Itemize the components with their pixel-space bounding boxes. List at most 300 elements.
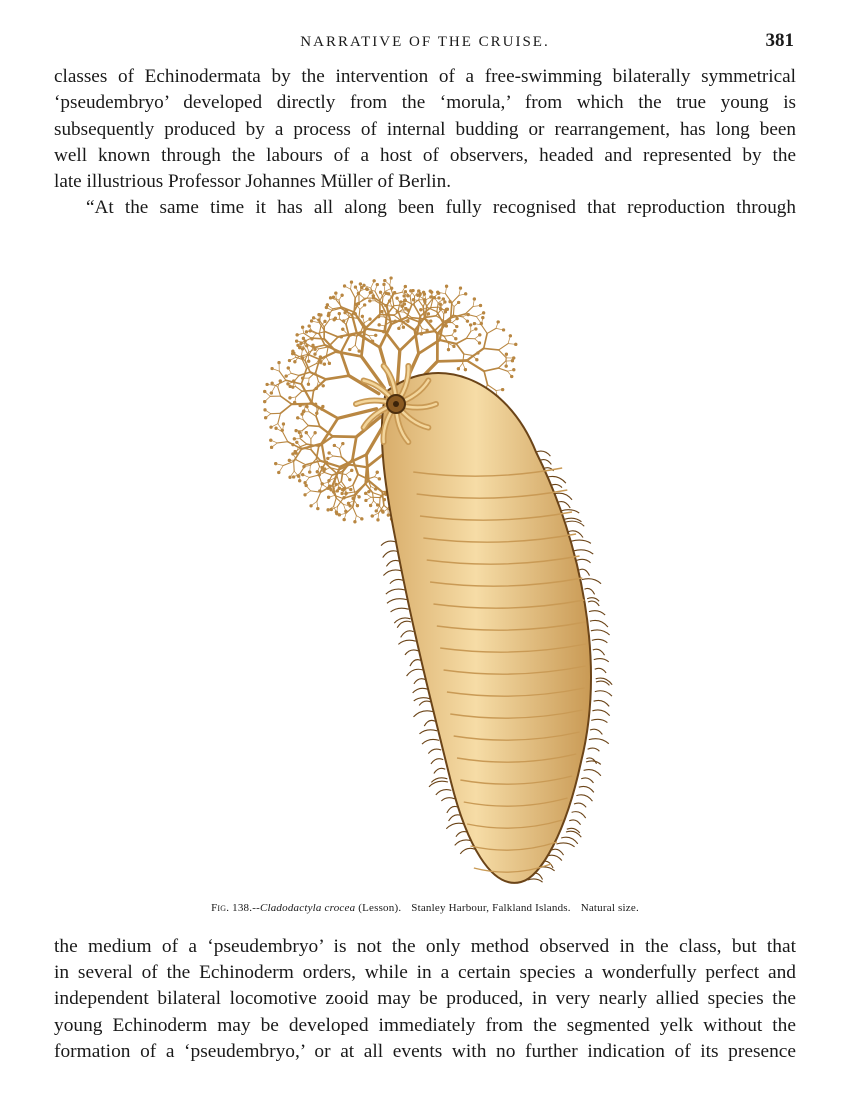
branch-segment xyxy=(322,444,325,464)
branch-tip xyxy=(412,298,415,301)
branch-tip xyxy=(285,374,288,377)
tube-foot xyxy=(386,560,399,566)
sea-cucumber-illustration xyxy=(236,242,666,892)
branch-segment xyxy=(373,493,374,501)
running-head xyxy=(54,30,796,54)
branch-tip xyxy=(417,289,420,292)
branch-segment xyxy=(451,303,452,318)
body-line: ‘pseudembryo’ developed directly from the ‘morula,’ from which the true young is xyxy=(54,92,796,114)
branch-segment xyxy=(303,420,308,426)
branch-segment xyxy=(373,493,381,496)
tube-foot xyxy=(424,720,435,726)
branch-tip xyxy=(505,365,508,368)
branch-tip xyxy=(328,451,331,454)
tube-foot xyxy=(574,803,586,807)
body-line: classes of Echinodermata by the intervention of a free-swimming bilaterally symmetrical xyxy=(54,66,796,87)
tube-foot xyxy=(460,848,475,854)
tube-foot xyxy=(434,768,445,773)
tube-foot xyxy=(591,719,607,722)
branch-segment xyxy=(292,404,313,405)
branch-tip xyxy=(382,283,385,286)
branch-segment xyxy=(336,352,361,357)
branch-tip xyxy=(294,429,297,432)
tube-foot xyxy=(595,691,612,696)
branch-tip xyxy=(315,387,318,390)
branch-segment xyxy=(280,404,291,413)
branch-tip xyxy=(292,352,295,355)
caption-species: Cladodactyla crocea xyxy=(259,902,356,914)
branch-tip xyxy=(344,510,347,513)
branch-tip xyxy=(269,439,272,442)
branch-tip xyxy=(387,292,390,295)
tube-foot xyxy=(592,639,607,643)
top-text-block xyxy=(54,64,796,222)
branch-tip xyxy=(334,292,337,295)
tube-foot xyxy=(566,521,584,526)
branch-tip xyxy=(396,310,399,313)
branch-tip xyxy=(341,488,344,491)
branch-tip xyxy=(341,294,344,297)
tube-foot xyxy=(579,786,594,792)
branch-tip xyxy=(313,353,316,356)
body-line: subsequently produced by a process of internal budding or rearrangement, has long been xyxy=(54,118,796,140)
branch-segment xyxy=(437,360,466,361)
branch-tip xyxy=(354,285,357,288)
branch-tip xyxy=(369,291,372,294)
body-line: well known through the labours of a host of observers, headed and represented by the xyxy=(54,144,796,166)
tube-foot xyxy=(576,795,592,801)
tube-foot xyxy=(552,849,564,855)
branch-tip xyxy=(363,303,366,306)
branch-tip xyxy=(510,375,513,378)
tube-foot xyxy=(431,759,443,764)
branch-tip xyxy=(298,431,301,434)
branch-tip xyxy=(481,316,484,319)
branch-tip xyxy=(378,323,381,326)
branch-segment xyxy=(484,368,498,371)
branch-tip xyxy=(445,285,448,288)
tube-foot xyxy=(383,551,398,558)
branch-tip xyxy=(328,362,331,365)
branch-tip xyxy=(281,429,284,432)
branch-tip xyxy=(291,386,294,389)
branch-segment xyxy=(498,361,505,368)
branch-tip xyxy=(333,444,336,447)
branch-tip xyxy=(293,360,296,363)
branch-segment xyxy=(390,285,393,294)
branch-tip xyxy=(298,479,301,482)
caption-scale-note: Natural size. xyxy=(580,902,639,914)
branch-tip xyxy=(349,488,352,491)
branch-tip xyxy=(266,383,269,386)
branch-tip xyxy=(343,284,346,287)
branch-segment xyxy=(296,386,303,391)
branch-tip xyxy=(291,452,294,455)
branch-segment xyxy=(302,426,308,431)
branch-segment xyxy=(317,492,321,501)
branch-tip xyxy=(416,294,419,297)
branch-tip xyxy=(329,488,332,491)
branch-segment xyxy=(294,461,295,471)
branch-tip xyxy=(311,344,314,347)
branch-tip xyxy=(303,481,306,484)
branch-segment xyxy=(312,390,314,401)
branch-segment xyxy=(309,412,316,417)
branch-tip xyxy=(376,283,379,286)
branch-segment xyxy=(308,426,320,427)
branch-segment xyxy=(498,368,507,371)
tube-foot xyxy=(447,806,458,812)
tube-foot xyxy=(414,698,430,701)
branch-tip xyxy=(511,359,514,362)
branch-tip xyxy=(357,292,360,295)
body-line: late illustrious Professor Johannes Müller of Berlin. xyxy=(54,171,452,193)
branch-tip xyxy=(419,308,422,311)
tube-foot xyxy=(383,570,401,576)
branch-segment xyxy=(484,333,487,348)
branch-tip xyxy=(301,347,304,350)
branch-tip xyxy=(359,282,362,285)
branch-tip xyxy=(482,311,485,314)
branch-tip xyxy=(294,450,297,453)
branch-tip xyxy=(381,509,384,512)
branch-segment xyxy=(359,309,360,318)
tube-foot xyxy=(581,778,593,783)
tube-foot xyxy=(594,659,609,662)
branch-tip xyxy=(270,391,273,394)
branch-tip xyxy=(427,312,430,315)
tube-foot xyxy=(390,579,403,583)
branch-segment xyxy=(341,336,349,352)
branch-tip xyxy=(452,345,455,348)
branch-tip xyxy=(305,431,308,434)
branch-tip xyxy=(332,296,335,299)
branch-segment xyxy=(465,307,473,314)
branch-tip xyxy=(474,327,477,330)
tube-foot xyxy=(441,798,454,801)
tube-foot xyxy=(397,621,411,627)
branch-tip xyxy=(372,294,375,297)
tube-foot xyxy=(593,649,605,655)
tube-foot xyxy=(413,688,428,693)
branch-tip xyxy=(319,313,322,316)
branch-tip xyxy=(388,299,391,302)
branch-tip xyxy=(384,304,387,307)
branch-tip xyxy=(295,340,298,343)
branch-tip xyxy=(409,289,412,292)
branch-tip xyxy=(307,360,310,363)
branch-tip xyxy=(430,291,433,294)
branch-tip xyxy=(342,496,345,499)
branch-segment xyxy=(437,303,438,312)
branch-tip xyxy=(336,489,339,492)
tube-foot xyxy=(591,630,610,635)
branch-tip xyxy=(383,498,386,501)
branch-tip xyxy=(302,410,305,413)
tube-foot xyxy=(589,739,609,744)
branch-tip xyxy=(368,318,371,321)
branch-segment xyxy=(325,332,338,337)
branch-segment xyxy=(487,328,496,333)
branch-tip xyxy=(371,514,374,517)
tube-foot xyxy=(584,770,601,776)
branch-segment xyxy=(283,461,293,465)
branch-segment xyxy=(467,360,484,371)
branch-tip xyxy=(436,291,439,294)
branch-segment xyxy=(385,332,400,351)
tube-foot xyxy=(422,739,439,744)
branch-tip xyxy=(334,317,337,320)
branch-tip xyxy=(302,337,305,340)
branch-segment xyxy=(464,354,472,355)
branch-segment xyxy=(297,460,306,465)
branch-tip xyxy=(301,473,304,476)
branch-segment xyxy=(283,432,288,442)
branch-segment xyxy=(326,376,349,380)
branch-segment xyxy=(301,384,312,404)
tube-foot xyxy=(446,823,464,829)
branch-tip xyxy=(353,520,356,523)
branch-segment xyxy=(320,352,337,360)
branch-tip xyxy=(379,291,382,294)
branch-segment xyxy=(300,439,307,445)
tube-foot xyxy=(590,729,602,734)
branch-segment xyxy=(350,465,367,468)
branch-tip xyxy=(394,320,397,323)
branch-tip xyxy=(327,314,330,317)
tube-foot xyxy=(579,569,589,575)
mouth-center xyxy=(393,401,399,407)
branch-tip xyxy=(357,495,360,498)
bottom-text-block xyxy=(54,934,796,1065)
branch-tip xyxy=(300,435,303,438)
branch-tip xyxy=(308,324,311,327)
caption-figure-label: Fig. 138.-- xyxy=(211,902,260,914)
tube-foot xyxy=(574,550,593,554)
branch-tip xyxy=(350,280,353,283)
branch-tip xyxy=(376,471,379,474)
branch-segment xyxy=(291,373,299,375)
branch-tip xyxy=(501,388,504,391)
tube-foot xyxy=(419,730,437,734)
branch-segment xyxy=(353,474,358,485)
body-line: independent bilateral locomotive zooid may be produced, in very nearly allied species the xyxy=(54,988,796,1010)
branch-tip xyxy=(305,405,308,408)
branch-segment xyxy=(353,437,357,459)
branch-tip xyxy=(376,518,379,521)
branch-segment xyxy=(423,307,424,318)
tube-foot xyxy=(595,668,606,673)
branch-tip xyxy=(303,493,306,496)
body-line-quote-start: “At the same time it has all along been fully recognised that reproduction through xyxy=(86,197,796,219)
branch-segment xyxy=(466,331,471,338)
branch-segment xyxy=(419,300,423,306)
tube-foot xyxy=(455,840,472,845)
branch-tip xyxy=(393,291,396,294)
tube-foot xyxy=(401,631,414,638)
tube-foot xyxy=(386,589,405,594)
branch-tip xyxy=(341,442,344,445)
branch-tip xyxy=(366,288,369,291)
branch-tip xyxy=(277,471,280,474)
branch-tip xyxy=(282,422,285,425)
branch-segment xyxy=(333,456,341,457)
branch-segment xyxy=(341,471,342,481)
branch-tip xyxy=(397,327,400,330)
branch-tip xyxy=(343,518,346,521)
tube-foot xyxy=(577,559,591,563)
branch-segment xyxy=(355,336,356,345)
branch-tip xyxy=(288,396,291,399)
branch-tip xyxy=(473,297,476,300)
tube-foot xyxy=(584,588,594,594)
branch-segment xyxy=(398,303,400,311)
branch-tip xyxy=(316,507,319,510)
branch-tip xyxy=(387,513,390,516)
branch-segment xyxy=(294,376,299,382)
branch-tip xyxy=(378,477,381,480)
branch-segment xyxy=(481,325,487,333)
tube-foot xyxy=(528,879,543,882)
branch-tip xyxy=(287,366,290,369)
tube-foot xyxy=(556,843,574,847)
branch-tip xyxy=(305,330,308,333)
branch-tip xyxy=(514,343,517,346)
branch-tip xyxy=(289,385,292,388)
branch-tip xyxy=(475,358,478,361)
branch-tip xyxy=(364,499,367,502)
branch-tip xyxy=(263,400,266,403)
branch-tip xyxy=(309,329,312,332)
branch-tip xyxy=(457,301,460,304)
tube-foot xyxy=(405,650,418,655)
tube-foot xyxy=(590,620,608,627)
branch-tip xyxy=(464,368,467,371)
branch-segment xyxy=(444,335,452,336)
branch-tip xyxy=(323,363,326,366)
branch-tip xyxy=(402,326,405,329)
branch-tip xyxy=(295,441,298,444)
branch-tip xyxy=(469,323,472,326)
branch-tip xyxy=(364,492,367,495)
branch-tip xyxy=(360,517,363,520)
branch-tip xyxy=(327,479,330,482)
branch-tip xyxy=(296,333,299,336)
branch-segment xyxy=(499,344,508,350)
tube-foot xyxy=(414,679,425,684)
branch-tip xyxy=(457,367,460,370)
branch-tip xyxy=(342,319,345,322)
branch-tip xyxy=(338,487,341,490)
branch-tip xyxy=(403,294,406,297)
branch-tip xyxy=(319,355,322,358)
branch-tip xyxy=(376,503,379,506)
branch-tip xyxy=(382,330,385,333)
branch-segment xyxy=(392,298,393,306)
branch-tip xyxy=(343,311,346,314)
tube-foot xyxy=(588,601,599,606)
branch-tip xyxy=(325,306,328,309)
branch-tip xyxy=(309,504,312,507)
branch-tip xyxy=(325,461,328,464)
branch-segment xyxy=(341,481,346,487)
branch-tip xyxy=(453,329,456,332)
branch-segment xyxy=(278,413,281,423)
branch-tip xyxy=(439,303,442,306)
branch-tip xyxy=(369,504,372,507)
branch-tip xyxy=(274,462,277,465)
branch-tip xyxy=(455,325,458,328)
branch-tip xyxy=(308,470,311,473)
branch-segment xyxy=(319,347,328,349)
branch-tip xyxy=(286,382,289,385)
branch-tip xyxy=(437,296,440,299)
branch-tip xyxy=(323,320,326,323)
branch-tip xyxy=(478,333,481,336)
branch-tip xyxy=(429,320,432,323)
branch-tip xyxy=(442,297,445,300)
tube-foot xyxy=(449,815,462,821)
tube-foot xyxy=(596,681,609,685)
branch-segment xyxy=(453,307,454,316)
branch-tip xyxy=(271,382,274,385)
branch-tip xyxy=(322,384,325,387)
tube-foot xyxy=(436,790,452,795)
branch-tip xyxy=(404,290,407,293)
branch-tip xyxy=(335,510,338,513)
branch-segment xyxy=(308,354,320,359)
branch-segment xyxy=(328,337,338,347)
branch-segment xyxy=(397,351,399,384)
branch-tip xyxy=(373,279,376,282)
branch-segment xyxy=(334,498,337,507)
branch-tip xyxy=(356,504,359,507)
branch-tip xyxy=(400,305,403,308)
branch-tip xyxy=(404,307,407,310)
caption-authority: (Lesson). xyxy=(358,902,402,914)
branch-tip xyxy=(455,317,458,320)
branch-tip xyxy=(350,469,353,472)
branch-tip xyxy=(443,300,446,303)
branch-tip xyxy=(447,348,450,351)
branch-tip xyxy=(505,353,508,356)
branch-tip xyxy=(358,349,361,352)
branch-segment xyxy=(484,348,499,350)
branch-tip xyxy=(288,459,291,462)
branch-tip xyxy=(296,416,299,419)
branch-tip xyxy=(377,315,380,318)
branch-tip xyxy=(321,405,324,408)
tube-foot xyxy=(387,599,407,604)
branch-tip xyxy=(454,337,457,340)
page-number: 381 xyxy=(765,30,794,51)
branch-tip xyxy=(329,296,332,299)
tube-foot xyxy=(569,820,580,825)
branch-tip xyxy=(341,492,344,495)
tube-foot xyxy=(391,608,409,612)
illustration-svg xyxy=(236,242,666,892)
branch-tip xyxy=(263,390,266,393)
branch-tip xyxy=(361,315,364,318)
tube-foot xyxy=(572,812,586,818)
branch-segment xyxy=(353,507,357,516)
branch-tip xyxy=(348,478,351,481)
branch-tip xyxy=(264,416,267,419)
branch-tip xyxy=(335,483,338,486)
branch-segment xyxy=(456,344,464,354)
tube-foot xyxy=(588,748,600,751)
branch-segment xyxy=(341,352,349,375)
